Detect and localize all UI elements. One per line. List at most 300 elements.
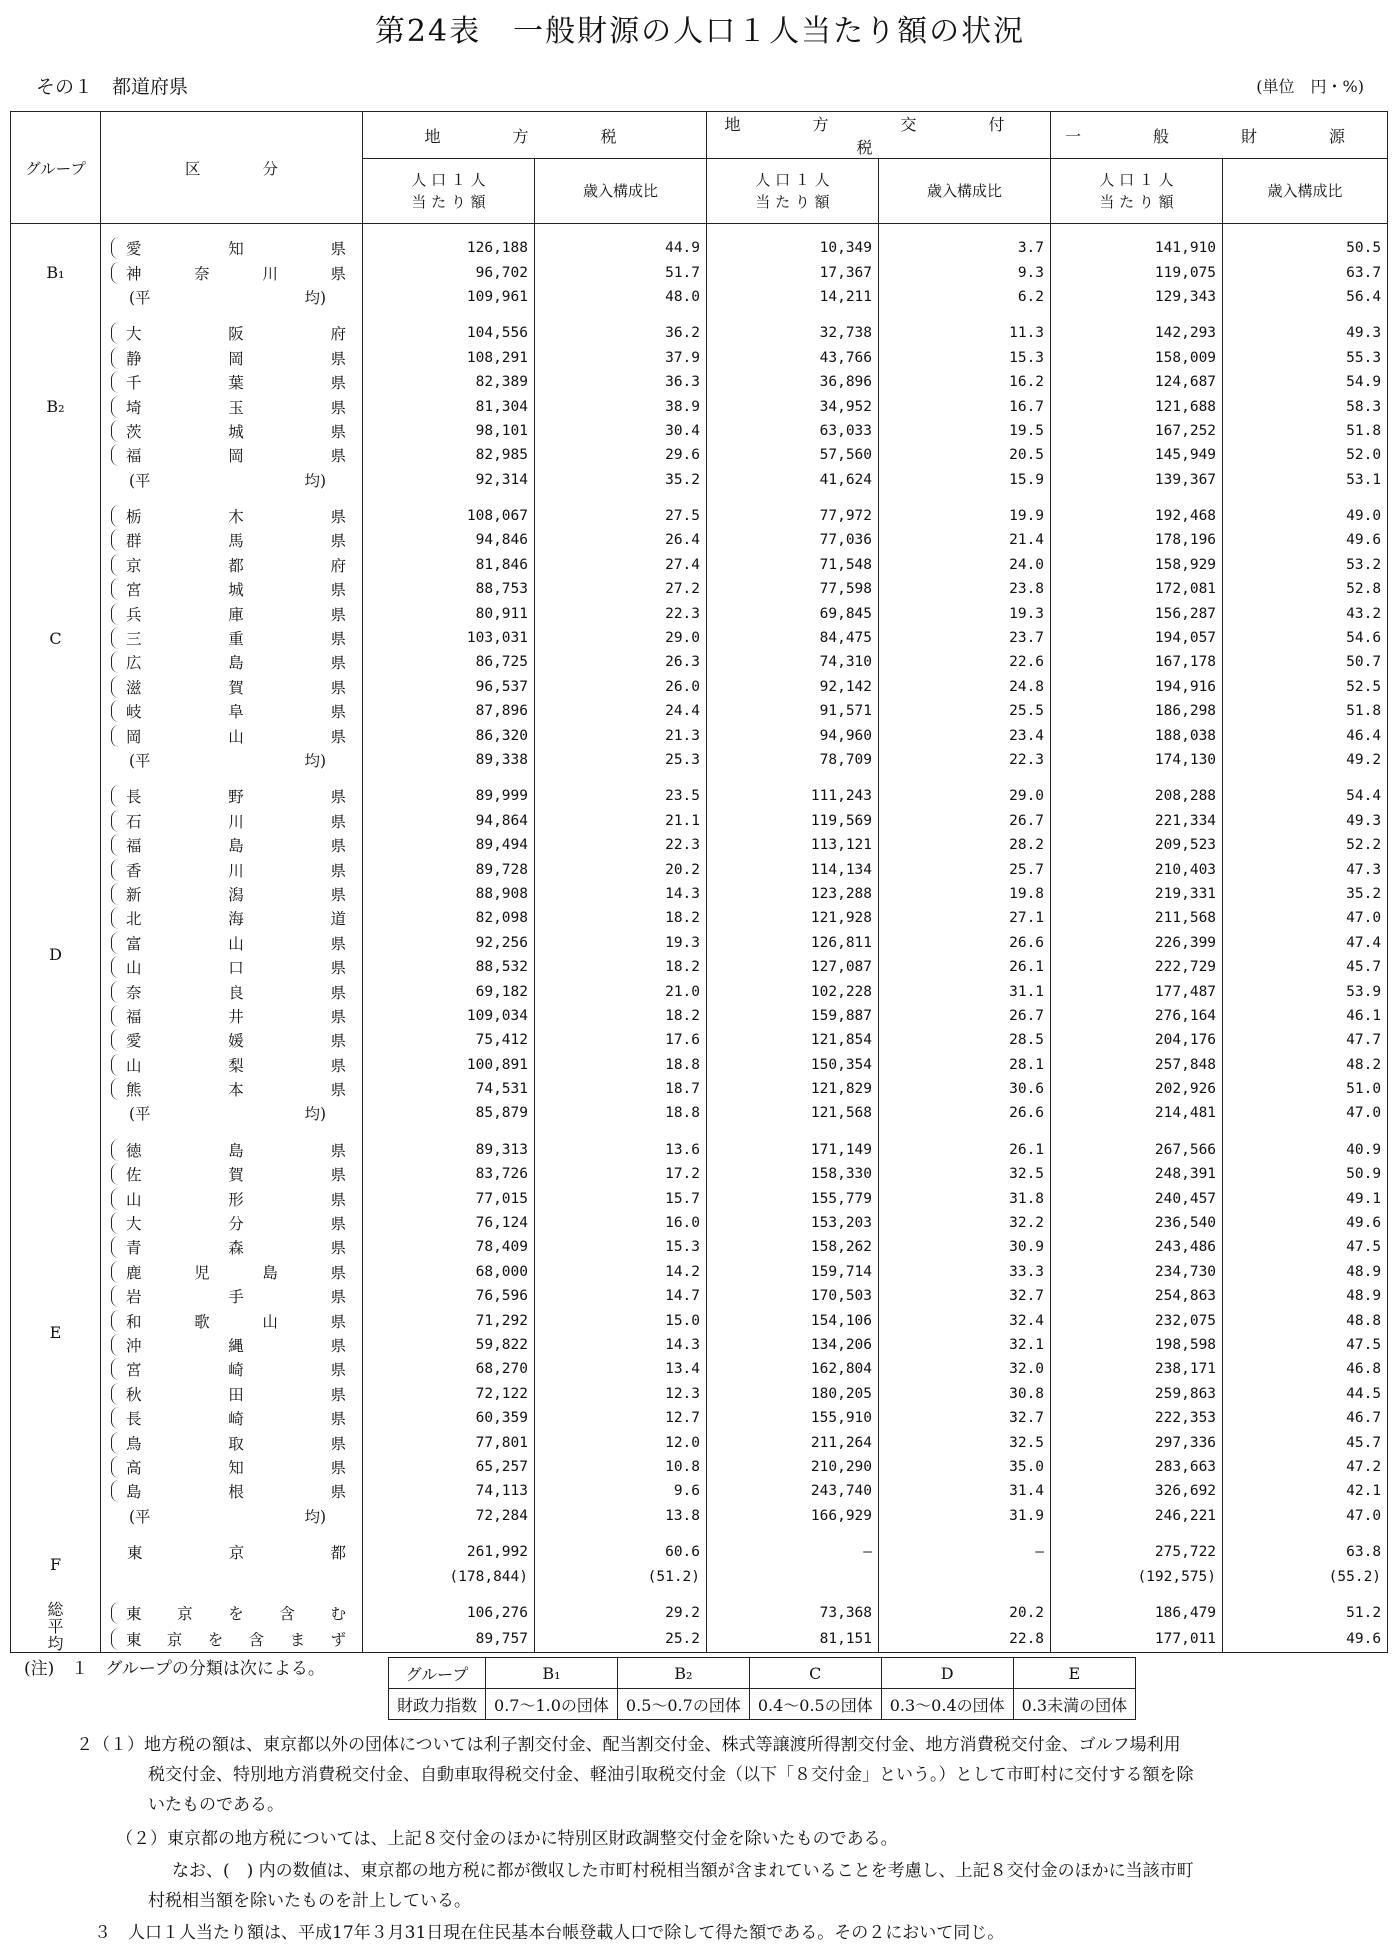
value-cell: 40.9 bbox=[1223, 1138, 1388, 1162]
name-char: 森 bbox=[228, 1239, 244, 1258]
name-char: 県 bbox=[330, 812, 346, 831]
name-char: 滋 bbox=[126, 678, 142, 697]
name-char: 福 bbox=[126, 447, 142, 466]
name-char: 馬 bbox=[228, 532, 244, 551]
name-char: 県 bbox=[330, 703, 346, 722]
value-cell: 48.9 bbox=[1223, 1260, 1388, 1284]
value-cell: 89,494 bbox=[363, 833, 535, 857]
value-cell: 177,487 bbox=[1051, 979, 1223, 1003]
value-cell: 78,409 bbox=[363, 1235, 535, 1259]
note-2-1b: 税交付金、特別地方消費税交付金、自動車取得税交付金、軽油引取税交付金（以下「８交付金」という。）として市町村に交付する額を除 bbox=[148, 1765, 1194, 1785]
name-char: 庫 bbox=[228, 605, 244, 624]
name-char: 県 bbox=[330, 1166, 346, 1185]
value-cell: 91,571 bbox=[707, 699, 879, 723]
average-label-left: (平 bbox=[129, 1105, 151, 1124]
name-char: 京 bbox=[126, 556, 142, 575]
spacer-cell bbox=[535, 224, 707, 237]
row-name bbox=[111, 725, 356, 747]
table-row bbox=[11, 236, 1388, 260]
name-char: 県 bbox=[330, 1410, 346, 1429]
value-cell: (51.2) bbox=[535, 1564, 707, 1588]
spacer-cell bbox=[1051, 1126, 1223, 1138]
name-char: 埼 bbox=[126, 398, 142, 417]
name-char: 県 bbox=[330, 837, 346, 856]
name-char: 福 bbox=[126, 837, 142, 856]
header-ratio: 歳入構成比 bbox=[879, 159, 1051, 224]
name-char: 形 bbox=[228, 1190, 244, 1209]
table-row bbox=[11, 577, 1388, 601]
value-cell: 22.3 bbox=[879, 748, 1051, 772]
value-cell: 192,468 bbox=[1051, 504, 1223, 528]
spacer-cell bbox=[11, 309, 101, 321]
row-name bbox=[111, 603, 356, 625]
value-cell: 18.2 bbox=[535, 955, 707, 979]
name-char: 青 bbox=[126, 1239, 142, 1258]
value-cell: 29.0 bbox=[879, 784, 1051, 808]
value-cell: 74,531 bbox=[363, 1077, 535, 1101]
value-cell: 41,624 bbox=[707, 468, 879, 492]
value-cell: 78,709 bbox=[707, 748, 879, 772]
name-char: 城 bbox=[228, 422, 244, 441]
name-char: 県 bbox=[330, 349, 346, 368]
average-label bbox=[101, 748, 363, 772]
name-char: 取 bbox=[228, 1434, 244, 1453]
group-table-cell: 0.4～0.5の団体 bbox=[749, 1689, 881, 1720]
value-cell: 26.7 bbox=[879, 809, 1051, 833]
value-cell: 32.0 bbox=[879, 1357, 1051, 1381]
name-cell bbox=[101, 577, 363, 601]
name-char: 岐 bbox=[126, 703, 142, 722]
spacer-cell bbox=[1051, 1589, 1223, 1601]
table-row bbox=[11, 1382, 1388, 1406]
header-ippan: 一 般 財 源 bbox=[1051, 112, 1388, 159]
value-cell: 43,766 bbox=[707, 346, 879, 370]
value-cell: 27.4 bbox=[535, 553, 707, 577]
group-cell: C bbox=[11, 504, 101, 772]
value-cell: 155,779 bbox=[707, 1186, 879, 1210]
value-cell: 20.5 bbox=[879, 443, 1051, 467]
value-cell bbox=[707, 1564, 879, 1588]
name-cell bbox=[101, 260, 363, 284]
value-cell: 19.3 bbox=[879, 601, 1051, 625]
spacer-cell bbox=[101, 224, 363, 237]
average-text bbox=[101, 1102, 356, 1124]
name-char: 葉 bbox=[228, 374, 244, 393]
value-cell: 162,804 bbox=[707, 1357, 879, 1381]
group-table-cell: 財政力指数 bbox=[389, 1689, 486, 1720]
name-cell bbox=[101, 857, 363, 881]
spacer-cell bbox=[879, 224, 1051, 237]
row-name bbox=[111, 1139, 356, 1161]
value-cell: 108,067 bbox=[363, 504, 535, 528]
value-cell: 47.4 bbox=[1223, 931, 1388, 955]
table-row bbox=[11, 346, 1388, 370]
value-cell: (55.2) bbox=[1223, 1564, 1388, 1588]
value-cell: 17.6 bbox=[535, 1028, 707, 1052]
group-cell: D bbox=[11, 784, 101, 1125]
name-char: 山 bbox=[126, 959, 142, 978]
value-cell: 60,359 bbox=[363, 1406, 535, 1430]
name-char: 岡 bbox=[228, 349, 244, 368]
value-cell: 30.6 bbox=[879, 1077, 1051, 1101]
note-2-2b: なお、( ) 内の数値は、東京都の地方税に都が徴収した市町村税相当額が含まれていることを考慮し、上記８交付金のほかに当該市町 bbox=[172, 1861, 1194, 1881]
value-cell: 52.8 bbox=[1223, 577, 1388, 601]
name-char: 県 bbox=[330, 1263, 346, 1282]
value-cell: 26.6 bbox=[879, 1101, 1051, 1125]
name-char: 千 bbox=[126, 374, 142, 393]
note-1: (注) １ グループの分類は次による。 bbox=[24, 1659, 325, 1679]
spacer-cell bbox=[707, 224, 879, 237]
name-char: 重 bbox=[228, 630, 244, 649]
table-row bbox=[11, 419, 1388, 443]
table-row bbox=[11, 1601, 1388, 1626]
value-cell: 72,122 bbox=[363, 1382, 535, 1406]
name-cell bbox=[101, 528, 363, 552]
table-row bbox=[11, 857, 1388, 881]
average-row bbox=[11, 468, 1388, 492]
value-cell: 54.9 bbox=[1223, 370, 1388, 394]
name-cell bbox=[101, 931, 363, 955]
value-cell: 89,757 bbox=[363, 1626, 535, 1652]
name-char: 福 bbox=[126, 1007, 142, 1026]
spacer-cell bbox=[363, 772, 535, 784]
name-char: 県 bbox=[330, 1215, 346, 1234]
value-cell: 31.9 bbox=[879, 1504, 1051, 1528]
table-row bbox=[11, 1138, 1388, 1162]
name-char: 山 bbox=[228, 934, 244, 953]
name-cell bbox=[101, 1077, 363, 1101]
value-cell: 77,972 bbox=[707, 504, 879, 528]
value-cell: 154,106 bbox=[707, 1308, 879, 1332]
name-cell bbox=[101, 1162, 363, 1186]
name-char: 県 bbox=[330, 1056, 346, 1075]
value-cell: 86,320 bbox=[363, 723, 535, 747]
table-row bbox=[11, 528, 1388, 552]
value-cell: 108,291 bbox=[363, 346, 535, 370]
table-row bbox=[11, 979, 1388, 1003]
table-row bbox=[11, 784, 1388, 808]
spacer-row bbox=[11, 1589, 1388, 1601]
name-char: 鹿 bbox=[126, 1263, 142, 1282]
value-cell: 88,908 bbox=[363, 882, 535, 906]
name-char: 井 bbox=[228, 1007, 244, 1026]
name-char: 県 bbox=[330, 605, 346, 624]
value-cell: 167,178 bbox=[1051, 650, 1223, 674]
value-cell: 127,087 bbox=[707, 955, 879, 979]
name-cell bbox=[101, 1406, 363, 1430]
value-cell: 48.9 bbox=[1223, 1284, 1388, 1308]
name-char: 静 bbox=[126, 349, 142, 368]
table-row bbox=[11, 699, 1388, 723]
value-cell: 23.4 bbox=[879, 723, 1051, 747]
value-cell: (178,844) bbox=[363, 1564, 535, 1588]
name-char: 児 bbox=[194, 1263, 210, 1282]
name-char: 山 bbox=[126, 1056, 142, 1075]
group-cell: F bbox=[11, 1540, 101, 1589]
value-cell: 25.5 bbox=[879, 699, 1051, 723]
value-cell: 14,211 bbox=[707, 285, 879, 309]
name-char: 川 bbox=[228, 812, 244, 831]
value-cell: 52.0 bbox=[1223, 443, 1388, 467]
name-char: 含 bbox=[248, 1630, 265, 1649]
value-cell: 222,729 bbox=[1051, 955, 1223, 979]
value-cell: 145,949 bbox=[1051, 443, 1223, 467]
value-cell: 75,412 bbox=[363, 1028, 535, 1052]
spacer-cell bbox=[101, 1528, 363, 1540]
value-cell: 226,399 bbox=[1051, 931, 1223, 955]
name-char: 県 bbox=[330, 1032, 346, 1051]
table-row bbox=[11, 1564, 1388, 1588]
average-label bbox=[101, 1101, 363, 1125]
table-row bbox=[11, 601, 1388, 625]
name-char: 県 bbox=[330, 240, 346, 259]
value-cell: 159,714 bbox=[707, 1260, 879, 1284]
name-char: 県 bbox=[330, 885, 346, 904]
value-cell: 16.7 bbox=[879, 394, 1051, 418]
table-row bbox=[11, 394, 1388, 418]
value-cell: 12.0 bbox=[535, 1430, 707, 1454]
name-char: 崎 bbox=[228, 1361, 244, 1380]
name-char: 田 bbox=[228, 1385, 244, 1404]
value-cell: 77,801 bbox=[363, 1430, 535, 1454]
name-char: 奈 bbox=[126, 983, 142, 1002]
row-name bbox=[111, 1334, 356, 1356]
value-cell: 51.8 bbox=[1223, 419, 1388, 443]
spacer-cell bbox=[1223, 492, 1388, 504]
spacer-cell bbox=[363, 1126, 535, 1138]
value-cell: 18.8 bbox=[535, 1053, 707, 1077]
average-row bbox=[11, 1101, 1388, 1125]
value-cell: 114,134 bbox=[707, 857, 879, 881]
value-cell: 54.4 bbox=[1223, 784, 1388, 808]
note-3: ３ 人口１人当たり額は、平成17年３月31日現在住民基本台帳登載人口で除して得た額である。その２において同じ。 bbox=[94, 1923, 1005, 1943]
name-cell bbox=[101, 1308, 363, 1332]
spacer-row bbox=[11, 492, 1388, 504]
value-cell: 275,722 bbox=[1051, 1540, 1223, 1564]
average-text bbox=[101, 749, 356, 771]
name-char: 県 bbox=[330, 1458, 346, 1477]
table-row bbox=[11, 626, 1388, 650]
row-name bbox=[111, 554, 356, 576]
spacer-row bbox=[11, 309, 1388, 321]
value-cell: 211,568 bbox=[1051, 906, 1223, 930]
value-cell: (192,575) bbox=[1051, 1564, 1223, 1588]
table-row bbox=[11, 1186, 1388, 1210]
name-char: 京 bbox=[228, 1544, 245, 1563]
value-cell: 23.7 bbox=[879, 626, 1051, 650]
spacer-cell bbox=[879, 492, 1051, 504]
group-classification-table bbox=[388, 1657, 1136, 1720]
average-label-left: (平 bbox=[129, 471, 151, 490]
value-cell: 26.3 bbox=[535, 650, 707, 674]
value-cell: 50.7 bbox=[1223, 650, 1388, 674]
value-cell: 158,009 bbox=[1051, 346, 1223, 370]
value-cell: 21.1 bbox=[535, 809, 707, 833]
value-cell: 172,081 bbox=[1051, 577, 1223, 601]
name-char: 東 bbox=[127, 1544, 143, 1563]
name-char: 大 bbox=[126, 1215, 142, 1234]
row-name bbox=[111, 1310, 356, 1332]
value-cell: 36,896 bbox=[707, 370, 879, 394]
value-cell: 19.3 bbox=[535, 931, 707, 955]
row-name bbox=[111, 785, 356, 807]
value-cell: 76,596 bbox=[363, 1284, 535, 1308]
spacer-cell bbox=[363, 1528, 535, 1540]
name-char: 佐 bbox=[126, 1166, 142, 1185]
value-cell: 94,864 bbox=[363, 809, 535, 833]
value-cell: 49.2 bbox=[1223, 748, 1388, 772]
average-label-left: (平 bbox=[129, 288, 151, 307]
value-cell: 17.2 bbox=[535, 1162, 707, 1186]
value-cell: 31.4 bbox=[879, 1479, 1051, 1503]
name-cell bbox=[101, 699, 363, 723]
name-cell bbox=[101, 650, 363, 674]
name-char: 島 bbox=[262, 1263, 278, 1282]
name-cell bbox=[101, 1357, 363, 1381]
value-cell: 141,910 bbox=[1051, 236, 1223, 260]
value-cell: 42.1 bbox=[1223, 1479, 1388, 1503]
value-cell: 92,142 bbox=[707, 675, 879, 699]
name-char: 潟 bbox=[228, 885, 244, 904]
value-cell: 28.1 bbox=[879, 1053, 1051, 1077]
spacer-cell bbox=[101, 1126, 363, 1138]
value-cell: 24.0 bbox=[879, 553, 1051, 577]
value-cell: 257,848 bbox=[1051, 1053, 1223, 1077]
name-char: 長 bbox=[126, 788, 142, 807]
table-row bbox=[11, 1162, 1388, 1186]
row-name bbox=[111, 529, 356, 551]
spacer-cell bbox=[1051, 1528, 1223, 1540]
value-cell: 74,310 bbox=[707, 650, 879, 674]
value-cell: 210,403 bbox=[1051, 857, 1223, 881]
value-cell: 46.4 bbox=[1223, 723, 1388, 747]
value-cell: 88,532 bbox=[363, 955, 535, 979]
value-cell: 23.8 bbox=[879, 577, 1051, 601]
value-cell: 15.3 bbox=[535, 1235, 707, 1259]
name-char: 宮 bbox=[126, 581, 142, 600]
value-cell: 84,475 bbox=[707, 626, 879, 650]
name-char: 広 bbox=[126, 654, 142, 673]
name-char: 川 bbox=[228, 861, 244, 880]
name-char: 県 bbox=[330, 447, 346, 466]
row-name bbox=[111, 396, 356, 418]
name-cell bbox=[101, 784, 363, 808]
name-cell bbox=[101, 809, 363, 833]
table-row bbox=[11, 1455, 1388, 1479]
value-cell: 111,243 bbox=[707, 784, 879, 808]
value-cell: 100,891 bbox=[363, 1053, 535, 1077]
value-cell: 10.8 bbox=[535, 1455, 707, 1479]
header-group: グループ bbox=[11, 112, 101, 224]
name-cell bbox=[101, 1284, 363, 1308]
value-cell: 121,829 bbox=[707, 1077, 879, 1101]
row-name bbox=[111, 1285, 356, 1307]
value-cell: 240,457 bbox=[1051, 1186, 1223, 1210]
value-cell: 73,368 bbox=[707, 1601, 879, 1626]
value-cell: 15.0 bbox=[535, 1308, 707, 1332]
value-cell: 53.2 bbox=[1223, 553, 1388, 577]
spacer-cell bbox=[535, 1589, 707, 1601]
value-cell: 92,314 bbox=[363, 468, 535, 492]
value-cell: 51.7 bbox=[535, 260, 707, 284]
value-cell: 102,228 bbox=[707, 979, 879, 1003]
value-cell bbox=[879, 1564, 1051, 1588]
value-cell: 9.6 bbox=[535, 1479, 707, 1503]
value-cell: 121,568 bbox=[707, 1101, 879, 1125]
row-name bbox=[111, 1432, 356, 1454]
value-cell: 83,726 bbox=[363, 1162, 535, 1186]
name-cell bbox=[101, 955, 363, 979]
name-char: ず bbox=[330, 1630, 346, 1649]
value-cell: 68,270 bbox=[363, 1357, 535, 1381]
value-cell: 30.8 bbox=[879, 1382, 1051, 1406]
row-name bbox=[111, 700, 356, 722]
header-per-capita: 人 口 １ 人 当 た り 額 bbox=[1051, 159, 1223, 224]
spacer-cell bbox=[535, 309, 707, 321]
name-char: 愛 bbox=[126, 1032, 142, 1051]
value-cell: 119,075 bbox=[1051, 260, 1223, 284]
table-row bbox=[11, 1357, 1388, 1381]
table-row bbox=[11, 1406, 1388, 1430]
value-cell: 26.1 bbox=[879, 1138, 1051, 1162]
value-cell: 12.7 bbox=[535, 1406, 707, 1430]
value-cell: 34,952 bbox=[707, 394, 879, 418]
value-cell: 32.4 bbox=[879, 1308, 1051, 1332]
value-cell: 22.3 bbox=[535, 601, 707, 625]
name-char: 歌 bbox=[194, 1312, 210, 1331]
value-cell: 82,389 bbox=[363, 370, 535, 394]
row-name bbox=[111, 1029, 356, 1051]
name-cell bbox=[101, 370, 363, 394]
table-row bbox=[11, 260, 1388, 284]
value-cell: 24.4 bbox=[535, 699, 707, 723]
value-cell: 19.5 bbox=[879, 419, 1051, 443]
value-cell: 69,845 bbox=[707, 601, 879, 625]
value-cell: 89,728 bbox=[363, 857, 535, 881]
name-char: 県 bbox=[330, 654, 346, 673]
name-char: 県 bbox=[330, 1385, 346, 1404]
group-table-cell: 0.3未満の団体 bbox=[1013, 1689, 1135, 1720]
average-label bbox=[101, 285, 363, 309]
value-cell: 87,896 bbox=[363, 699, 535, 723]
name-char: 道 bbox=[330, 910, 346, 929]
table-row bbox=[11, 1028, 1388, 1052]
table-row bbox=[11, 1540, 1388, 1564]
spacer-cell bbox=[1223, 309, 1388, 321]
spacer-row bbox=[11, 772, 1388, 784]
row-name bbox=[111, 1358, 356, 1380]
value-cell: 35.2 bbox=[1223, 882, 1388, 906]
value-cell: 49.1 bbox=[1223, 1186, 1388, 1210]
value-cell: 77,015 bbox=[363, 1186, 535, 1210]
name-char: 媛 bbox=[228, 1032, 244, 1051]
value-cell: 202,926 bbox=[1051, 1077, 1223, 1101]
table-row bbox=[11, 1333, 1388, 1357]
value-cell: 134,206 bbox=[707, 1333, 879, 1357]
spacer-cell bbox=[363, 1589, 535, 1601]
table-row bbox=[11, 321, 1388, 345]
value-cell: 50.9 bbox=[1223, 1162, 1388, 1186]
row-name bbox=[111, 578, 356, 600]
value-cell: 297,336 bbox=[1051, 1430, 1223, 1454]
value-cell: 88,753 bbox=[363, 577, 535, 601]
spacer-cell bbox=[1051, 492, 1223, 504]
value-cell: 60.6 bbox=[535, 1540, 707, 1564]
table-row bbox=[11, 370, 1388, 394]
spacer-cell bbox=[879, 1589, 1051, 1601]
value-cell: 30.9 bbox=[879, 1235, 1051, 1259]
name-char: 県 bbox=[330, 727, 346, 746]
